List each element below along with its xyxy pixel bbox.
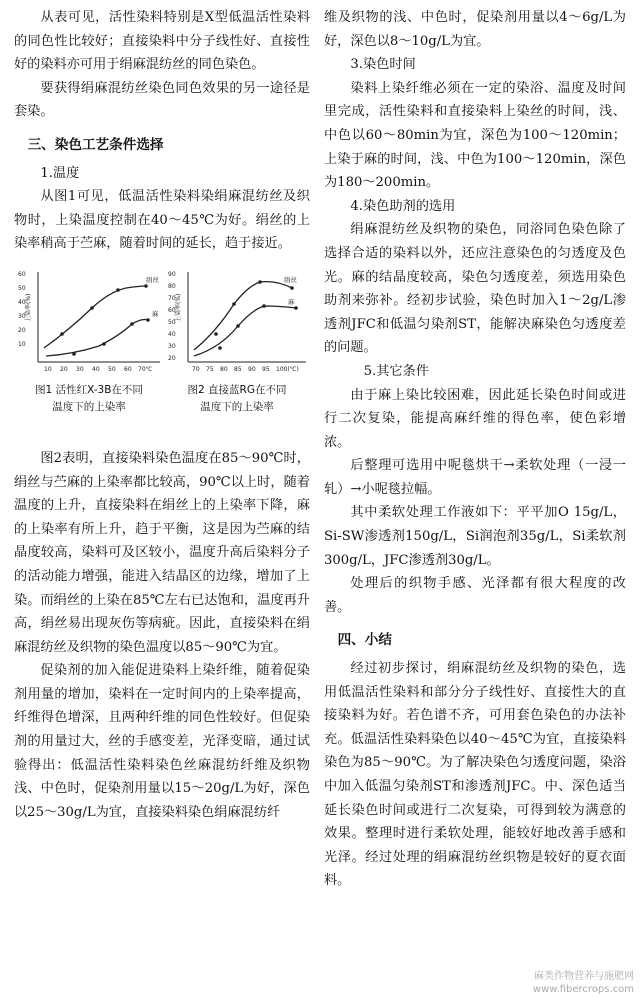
ytick-label: 30 <box>18 312 26 320</box>
paragraph-promoter-cont: 维及织物的浅、中色时，促染剂用量以4～6g/L为好，深色以8～10g/L为宜。 <box>324 10 626 49</box>
caption-line: 温度下的上染率 <box>52 400 126 413</box>
curve-markers <box>60 284 150 356</box>
watermark <box>533 970 634 996</box>
xtick-label: 90 <box>248 365 256 373</box>
figure-1-caption <box>14 382 164 416</box>
figure-1 <box>14 262 164 416</box>
watermark-line: 麻类作物营养与施肥网 <box>534 971 634 982</box>
curve-label-ramie: 麻 <box>288 297 295 306</box>
caption-line: 图2 直接蓝RG在不同 <box>187 383 287 396</box>
ytick-label: 80 <box>168 282 176 290</box>
paragraph-temperature: 从图1可见，低温活性染料染绢麻混纺丝及织物时，上染温度控制在40～45℃为好。绢丝的上染率稍高于苎麻，随着时间的延长，趋于接近。 <box>14 189 310 252</box>
ytick-label: 10 <box>18 340 26 348</box>
paragraph-summary: 经过初步探讨，绢麻混纺丝及织物的染色，选用低温活性染料和部分分子线性好、直接性大的直接染料为好。若色谱不齐，可用套色染色的办法补充。低温活性染料染色以40～45℃为宜，直接染料染色为85～90℃。为了解决染色匀透度问题，染浴中加入低温匀染剂ST和渗透剂JFC。中、深色适当延长染色时间或进行二次复染，可得到较为满意的效果。整理时进行柔软处理，能较好地改善手感和光泽。经过处理的绢麻混纺丝织物是较好的夏衣面料。 <box>324 661 626 889</box>
figure-2 <box>164 262 310 416</box>
paragraph-softening: 其中柔软处理工作液如下：平平加O 15g/L，Si-SW渗透剂150g/L，Si润泡剂35g/L，Si柔软剂300g/L，JFC渗透剂30g/L。 <box>324 505 626 568</box>
ytick-label: 40 <box>168 330 176 338</box>
figure-2-plot <box>164 262 310 382</box>
xtick-label: 75 <box>206 365 214 373</box>
paragraph-overdye: 要获得绢麻混纺丝染色同色效果的另一途径是套染。 <box>14 80 310 120</box>
subheading-other: 5.其它条件 <box>363 363 429 379</box>
ytick-label: 40 <box>18 298 26 306</box>
paragraph-auxiliaries: 绢麻混纺丝及织物的染色，同浴同色染色除了选择合适的染料以外，还应注意染色的匀透度及色光。麻的结晶度较高，染色匀透度差，须选用染色助剂来弥补。经初步试验，染色时加入1～2g/L渗透剂JFC和低温匀染剂ST，能解决麻染色匀透度差的问题。 <box>324 222 626 356</box>
xtick-label: 70 <box>192 365 200 373</box>
ytick-label: 50 <box>168 318 176 326</box>
right-column <box>324 6 626 893</box>
ytick-label: 70 <box>168 294 176 302</box>
curve-silk <box>194 282 292 350</box>
ytick-label: 20 <box>18 326 26 334</box>
left-column <box>14 6 310 824</box>
xtick-label: 20 <box>60 365 68 373</box>
y-axis-label: 上染率(%) <box>25 293 32 322</box>
section-heading-4: 四、小结 <box>337 632 392 649</box>
paragraph-other: 由于麻上染比较困难，因此延长染色时间或进行二次复染，能提高麻纤维的得色率，使色彩增浓。 <box>324 387 626 450</box>
section-heading-3: 三、染色工艺条件选择 <box>27 136 164 153</box>
xtick-label: 60 <box>124 365 132 373</box>
xtick-label: 10 <box>44 365 52 373</box>
paragraph-time: 染料上染纤维必须在一定的染浴、温度及时间里完成，活性染料和直接染料上染丝的时间，浅、中色以60～80min为宜，深色为100～120min；上染于麻的时间，浅、中色为100～120min，深色为180～200min。 <box>324 80 626 191</box>
ytick-label: 30 <box>168 342 176 350</box>
paragraph-dyes-comparison: 从表可见，活性染料特别是X型低温活性染料的同色性比较好；直接染料中分子线性好、直接性好的染料亦可用于绢麻混纺丝的同色染色。 <box>14 10 310 73</box>
xtick-label: 30 <box>76 365 84 373</box>
figure-2-caption <box>164 382 310 416</box>
ytick-label: 50 <box>18 284 26 292</box>
watermark-line: www.fibercrops.com <box>532 984 634 995</box>
xtick-label: 100(℃) <box>276 365 299 373</box>
curve-label-ramie: 麻 <box>152 309 159 318</box>
ytick-label: 20 <box>168 354 176 362</box>
curve-label-silk: 绢丝 <box>146 275 159 284</box>
ytick-label: 60 <box>18 270 26 278</box>
subheading-temperature: 1.温度 <box>40 165 80 181</box>
subheading-time: 3.染色时间 <box>350 57 416 73</box>
ytick-label: 90 <box>168 270 176 278</box>
curve-silk <box>44 286 146 348</box>
caption-line: 图1 活性红X-3B在不同 <box>35 383 143 396</box>
subheading-auxiliaries: 4.染色助剂的选用 <box>350 198 456 214</box>
paragraph-finishing: 后整理可选用中呢毯烘干→柔软处理（一浸一轧）→小呢毯拉幅。 <box>324 458 626 497</box>
paragraph-direct-dye-temperature: 图2表明，直接染料染色温度在85～90℃时，绢丝与苎麻的上染率都比较高，90℃以上时，随着温度的上升，直接染料在绢丝上的上染率下降，麻的上染率有所上升，趋于平衡，这是因为苎麻的结晶度较高，染料可及区较小，温度升高后染料分子的活动能力增强，能进入结晶区的边缘，增加了上染。而绢丝的上染在85℃左右已达饱和，温度再升高，绢丝易出现灰伤等病疵。因此，直接染料在绢麻混纺丝及织物的染色温度以85～90℃为宜。 <box>14 450 310 655</box>
paragraph-result: 处理后的织物手感、光泽都有很大程度的改善。 <box>324 576 626 615</box>
xtick-label: 85 <box>234 365 242 373</box>
y-axis-label: 上染率(%) <box>175 293 182 322</box>
paragraph-promoter: 促染剂的加入能促进染料上染纤维，随着促染剂用量的增加，染料在一定时间内的上染率提高，纤维得色增深，且两种纤维的同色性较好。但促染剂的用量过大，丝的手感变差，光泽变暗，通过试验得出：低温活性染料染色丝麻混纺纤维及织物浅、中色时，促染剂用量以15～20g/L为好，深色以25～30g/L为宜，直接染料染色绢麻混纺纤 <box>14 663 310 820</box>
ytick-label: 60 <box>168 306 176 314</box>
xtick-label: 40 <box>92 365 100 373</box>
xtick-label: 80 <box>220 365 228 373</box>
xtick-label: 50 <box>108 365 116 373</box>
curve-label-silk: 绢丝 <box>284 275 297 284</box>
curve-ramie <box>194 306 296 356</box>
xtick-label: 70℃ <box>138 365 153 373</box>
caption-line: 温度下的上染率 <box>200 400 274 413</box>
xtick-label: 95 <box>262 365 270 373</box>
figure-1-plot <box>14 262 164 382</box>
figures-row <box>14 262 310 447</box>
